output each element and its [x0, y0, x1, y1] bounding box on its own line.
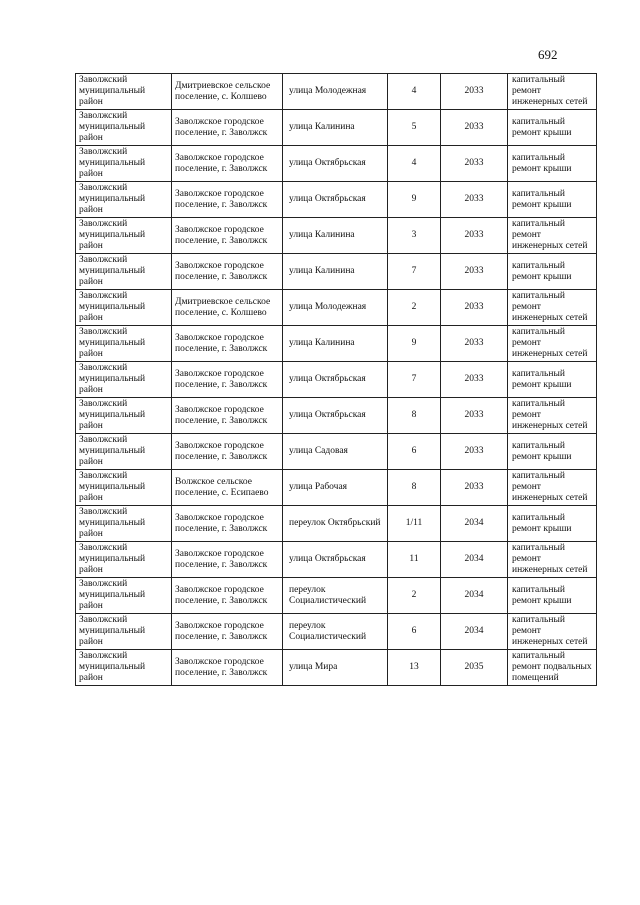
settlement-cell: Заволжское городское поселение, г. Заволжск — [172, 326, 283, 362]
settlement-cell: Заволжское городское поселение, г. Заволжск — [172, 218, 283, 254]
district-cell: Заволжский муниципальный район — [76, 398, 172, 434]
house-number-cell: 9 — [388, 326, 441, 362]
settlement-cell: Заволжское городское поселение, г. Заволжск — [172, 146, 283, 182]
table-row — [76, 434, 597, 470]
street-cell: улица Калинина — [283, 326, 388, 362]
work-type-cell: капитальный ремонт инженерных сетей — [508, 74, 597, 110]
district-cell: Заволжский муниципальный район — [76, 290, 172, 326]
district-cell: Заволжский муниципальный район — [76, 362, 172, 398]
repair-schedule-table — [75, 73, 597, 686]
house-number-cell: 11 — [388, 542, 441, 578]
work-type-cell: капитальный ремонт крыши — [508, 146, 597, 182]
work-type-cell: капитальный ремонт инженерных сетей — [508, 218, 597, 254]
work-type-cell: капитальный ремонт крыши — [508, 362, 597, 398]
work-type-cell: капитальный ремонт инженерных сетей — [508, 398, 597, 434]
street-cell: улица Молодежная — [283, 290, 388, 326]
work-type-cell: капитальный ремонт крыши — [508, 578, 597, 614]
table-row — [76, 542, 597, 578]
table-row — [76, 146, 597, 182]
street-cell: улица Калинина — [283, 218, 388, 254]
work-type-cell: капитальный ремонт инженерных сетей — [508, 326, 597, 362]
street-cell: улица Октябрьская — [283, 362, 388, 398]
district-cell: Заволжский муниципальный район — [76, 650, 172, 686]
settlement-cell: Заволжское городское поселение, г. Заволжск — [172, 254, 283, 290]
table-body — [76, 74, 597, 686]
year-cell: 2034 — [441, 614, 508, 650]
street-cell: переулок Социалистический — [283, 578, 388, 614]
year-cell: 2033 — [441, 398, 508, 434]
settlement-cell: Заволжское городское поселение, г. Заволжск — [172, 542, 283, 578]
year-cell: 2033 — [441, 110, 508, 146]
street-cell: улица Октябрьская — [283, 398, 388, 434]
table-row — [76, 398, 597, 434]
district-cell: Заволжский муниципальный район — [76, 74, 172, 110]
house-number-cell: 4 — [388, 74, 441, 110]
year-cell: 2034 — [441, 542, 508, 578]
street-cell: переулок Октябрьский — [283, 506, 388, 542]
street-cell: улица Рабочая — [283, 470, 388, 506]
street-cell: улица Калинина — [283, 110, 388, 146]
table-row — [76, 362, 597, 398]
year-cell: 2034 — [441, 506, 508, 542]
district-cell: Заволжский муниципальный район — [76, 146, 172, 182]
table-row — [76, 254, 597, 290]
table-row — [76, 506, 597, 542]
house-number-cell: 2 — [388, 290, 441, 326]
work-type-cell: капитальный ремонт подвальных помещений — [508, 650, 597, 686]
year-cell: 2033 — [441, 290, 508, 326]
house-number-cell: 7 — [388, 362, 441, 398]
street-cell: улица Октябрьская — [283, 182, 388, 218]
district-cell: Заволжский муниципальный район — [76, 218, 172, 254]
work-type-cell: капитальный ремонт крыши — [508, 182, 597, 218]
year-cell: 2033 — [441, 146, 508, 182]
district-cell: Заволжский муниципальный район — [76, 470, 172, 506]
year-cell: 2033 — [441, 74, 508, 110]
district-cell: Заволжский муниципальный район — [76, 254, 172, 290]
settlement-cell: Заволжское городское поселение, г. Заволжск — [172, 434, 283, 470]
table-row — [76, 218, 597, 254]
district-cell: Заволжский муниципальный район — [76, 434, 172, 470]
house-number-cell: 2 — [388, 578, 441, 614]
table-row — [76, 110, 597, 146]
district-cell: Заволжский муниципальный район — [76, 182, 172, 218]
work-type-cell: капитальный ремонт крыши — [508, 254, 597, 290]
settlement-cell: Заволжское городское поселение, г. Заволжск — [172, 182, 283, 218]
year-cell: 2033 — [441, 470, 508, 506]
house-number-cell: 9 — [388, 182, 441, 218]
table-row — [76, 290, 597, 326]
table-row — [76, 578, 597, 614]
settlement-cell: Заволжское городское поселение, г. Заволжск — [172, 110, 283, 146]
settlement-cell: Волжское сельское поселение, с. Есипаево — [172, 470, 283, 506]
page-number: 692 — [538, 47, 558, 62]
year-cell: 2034 — [441, 578, 508, 614]
work-type-cell: капитальный ремонт инженерных сетей — [508, 290, 597, 326]
year-cell: 2033 — [441, 254, 508, 290]
district-cell: Заволжский муниципальный район — [76, 614, 172, 650]
house-number-cell: 8 — [388, 470, 441, 506]
house-number-cell: 8 — [388, 398, 441, 434]
table-row — [76, 650, 597, 686]
work-type-cell: капитальный ремонт крыши — [508, 506, 597, 542]
settlement-cell: Заволжское городское поселение, г. Заволжск — [172, 614, 283, 650]
table-row — [76, 74, 597, 110]
street-cell: переулок Социалистический — [283, 614, 388, 650]
settlement-cell: Заволжское городское поселение, г. Заволжск — [172, 578, 283, 614]
year-cell: 2033 — [441, 218, 508, 254]
year-cell: 2035 — [441, 650, 508, 686]
table-row — [76, 326, 597, 362]
settlement-cell: Заволжское городское поселение, г. Заволжск — [172, 506, 283, 542]
year-cell: 2033 — [441, 362, 508, 398]
table-row — [76, 182, 597, 218]
work-type-cell: капитальный ремонт инженерных сетей — [508, 470, 597, 506]
year-cell: 2033 — [441, 434, 508, 470]
settlement-cell: Заволжское городское поселение, г. Заволжск — [172, 650, 283, 686]
house-number-cell: 1/11 — [388, 506, 441, 542]
district-cell: Заволжский муниципальный район — [76, 542, 172, 578]
street-cell: улица Молодежная — [283, 74, 388, 110]
work-type-cell: капитальный ремонт крыши — [508, 110, 597, 146]
street-cell: улица Октябрьская — [283, 542, 388, 578]
work-type-cell: капитальный ремонт инженерных сетей — [508, 542, 597, 578]
district-cell: Заволжский муниципальный район — [76, 506, 172, 542]
street-cell: улица Мира — [283, 650, 388, 686]
house-number-cell: 3 — [388, 218, 441, 254]
table-row — [76, 614, 597, 650]
settlement-cell: Заволжское городское поселение, г. Заволжск — [172, 362, 283, 398]
work-type-cell: капитальный ремонт крыши — [508, 434, 597, 470]
settlement-cell: Заволжское городское поселение, г. Заволжск — [172, 398, 283, 434]
street-cell: улица Садовая — [283, 434, 388, 470]
settlement-cell: Дмитриевское сельское поселение, с. Колшево — [172, 74, 283, 110]
house-number-cell: 7 — [388, 254, 441, 290]
house-number-cell: 4 — [388, 146, 441, 182]
district-cell: Заволжский муниципальный район — [76, 110, 172, 146]
year-cell: 2033 — [441, 326, 508, 362]
street-cell: улица Калинина — [283, 254, 388, 290]
table-row — [76, 470, 597, 506]
settlement-cell: Дмитриевское сельское поселение, с. Колшево — [172, 290, 283, 326]
house-number-cell: 6 — [388, 434, 441, 470]
district-cell: Заволжский муниципальный район — [76, 578, 172, 614]
street-cell: улица Октябрьская — [283, 146, 388, 182]
house-number-cell: 6 — [388, 614, 441, 650]
house-number-cell: 5 — [388, 110, 441, 146]
year-cell: 2033 — [441, 182, 508, 218]
house-number-cell: 13 — [388, 650, 441, 686]
district-cell: Заволжский муниципальный район — [76, 326, 172, 362]
work-type-cell: капитальный ремонт инженерных сетей — [508, 614, 597, 650]
